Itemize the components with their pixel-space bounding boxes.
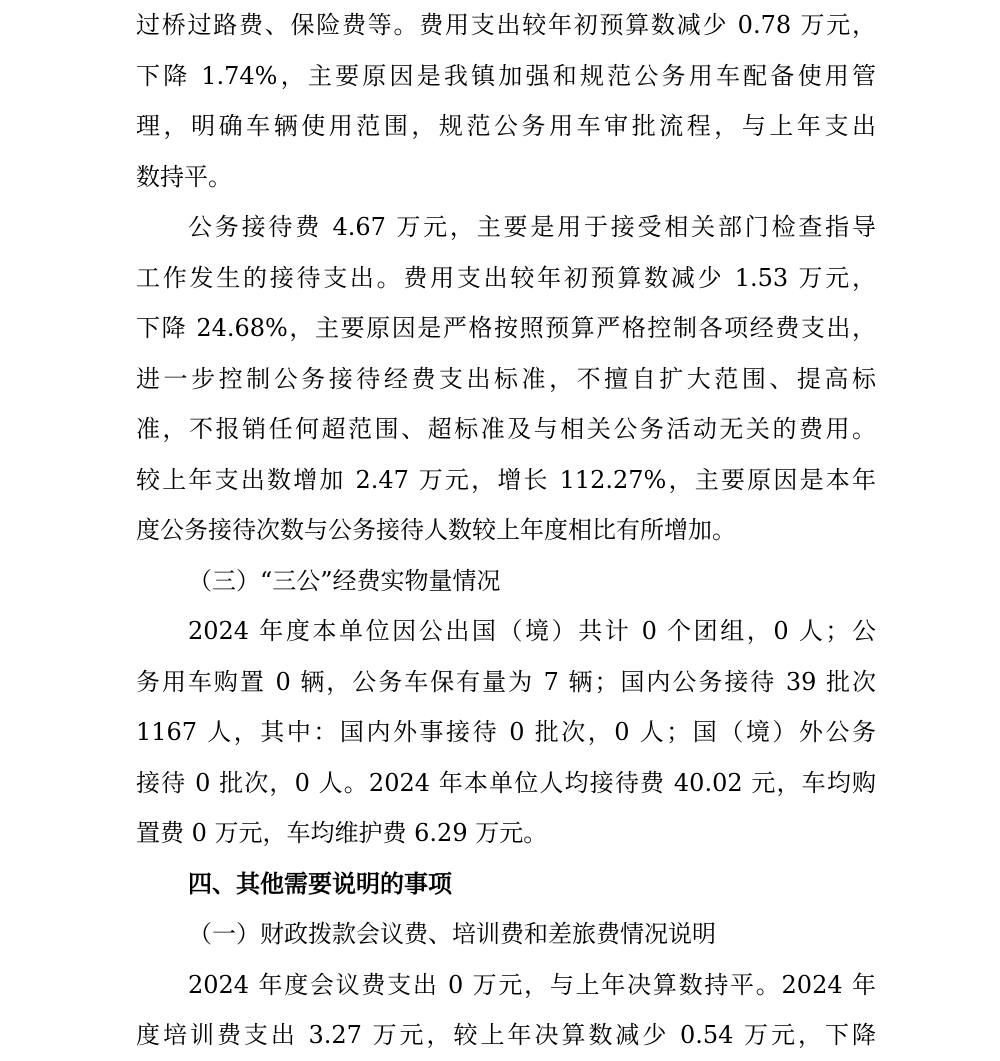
paragraph-line: 数持平。	[136, 162, 232, 191]
paragraph-line: 工作发生的接待支出。费用支出较年初预算数减少 1.53 万元，	[136, 263, 876, 292]
paragraph-line: 度培训费支出 3.27 万元，较上年决算数减少 0.54 万元，下降	[136, 1021, 876, 1049]
section-subheading: （一）财政拨款会议费、培训费和差旅费情况说明	[188, 920, 716, 948]
paragraph-line: 下降 24.68%，主要原因是严格按照预算严格控制各项经费支出，	[136, 314, 876, 342]
paragraph-line: 2024 年度会议费支出 0 万元，与上年决算数持平。2024 年	[188, 970, 876, 999]
section-subheading: （三）“三公”经费实物量情况	[188, 566, 501, 595]
paragraph-line: 接待 0 批次，0 人。2024 年本单位人均接待费 40.02 元，车均购	[136, 768, 876, 797]
paragraph-line: 1167 人，其中：国内外事接待 0 批次，0 人；国（境）外公务	[136, 718, 876, 746]
paragraph-line: 进一步控制公务接待经费支出标准，不擅自扩大范围、提高标	[136, 364, 876, 393]
paragraph-line: 度公务接待次数与公务接待人数较上年度相比有所增加。	[136, 516, 736, 544]
paragraph-line: 公务接待费 4.67 万元，主要是用于接受相关部门检查指导	[188, 213, 876, 241]
paragraph-line: 准，不报销任何超范围、超标准及与相关公务活动无关的费用。	[136, 415, 876, 443]
paragraph-line: 较上年支出数增加 2.47 万元，增长 112.27%，主要原因是本年	[136, 465, 876, 494]
paragraph-line: 理，明确车辆使用范围，规范公务用车审批流程，与上年支出	[136, 112, 876, 140]
paragraph-line: 2024 年度本单位因公出国（境）共计 0 个团组，0 人；公	[188, 617, 876, 645]
paragraph-line: 置费 0 万元，车均维护费 6.29 万元。	[136, 819, 548, 847]
paragraph-line: 过桥过路费、保险费等。费用支出较年初预算数减少 0.78 万元，	[136, 11, 876, 39]
section-heading: 四、其他需要说明的事项	[188, 869, 452, 898]
paragraph-line: 务用车购置 0 辆，公务车保有量为 7 辆；国内公务接待 39 批次	[136, 667, 876, 696]
paragraph-line: 下降 1.74%，主要原因是我镇加强和规范公务用车配备使用管	[136, 61, 876, 90]
